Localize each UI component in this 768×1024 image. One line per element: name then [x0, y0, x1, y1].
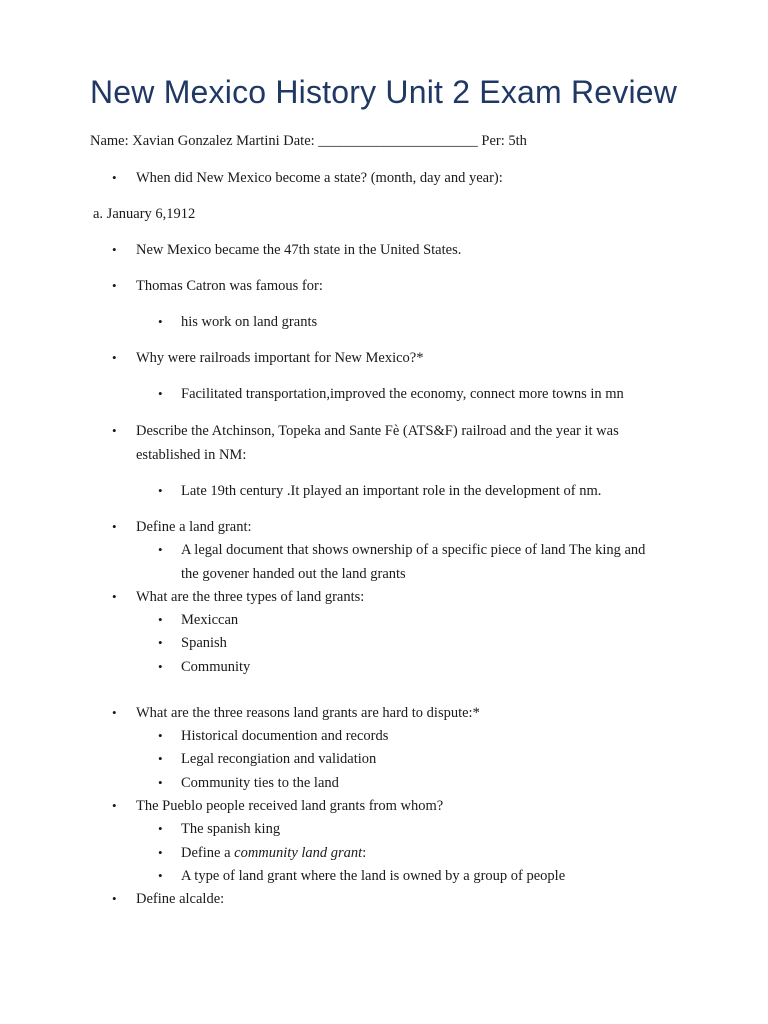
bullet: • — [158, 542, 163, 557]
reason-item: Historical documention and records — [181, 728, 389, 744]
type-item: Spanish — [181, 635, 227, 651]
question-reasons: What are the three reasons land grants are hard to dispute:* — [136, 705, 480, 721]
bullet: • — [158, 659, 163, 674]
header-line: Name: Xavian Gonzalez Martini Date: ______________________ Per: 5th — [90, 133, 527, 149]
answer-statehood: a. January 6,1912 — [93, 206, 196, 222]
reason-item: Community ties to the land — [181, 775, 339, 791]
answer-railroads: Facilitated transportation,improved the economy, connect more towns in mn — [181, 386, 624, 402]
bullet: • — [112, 891, 117, 906]
question-atsf-line1: Describe the Atchinson, Topeka and Sante Fè (ATS&F) railroad and the year it was — [136, 423, 619, 439]
bullet: • — [112, 242, 117, 257]
bullet: • — [158, 612, 163, 627]
fact-47th-state: New Mexico became the 47th state in the United States. — [136, 242, 462, 258]
bullet: • — [112, 589, 117, 604]
question-catron: Thomas Catron was famous for: — [136, 278, 323, 294]
bullet: • — [158, 775, 163, 790]
bullet: • — [158, 483, 163, 498]
answer-community-land-grant: A type of land grant where the land is owned by a group of people — [181, 868, 566, 884]
bullet: • — [158, 845, 163, 860]
reason-item: Legal recongiation and validation — [181, 751, 377, 767]
bullet: • — [158, 728, 163, 743]
answer-atsf: Late 19th century .It played an important role in the development of nm. — [181, 483, 602, 499]
bullet: • — [158, 635, 163, 650]
type-item: Community — [181, 659, 251, 675]
question-pueblo: The Pueblo people received land grants from whom? — [136, 798, 444, 814]
community-land-grant-term: community land grant — [234, 845, 363, 861]
bullet: • — [112, 423, 117, 438]
bullet: • — [158, 751, 163, 766]
question-community-land-grant — [181, 844, 366, 862]
bullet: • — [112, 170, 117, 185]
question-alcalde: Define alcalde: — [136, 891, 225, 907]
bullet: • — [112, 705, 117, 720]
bullet: • — [158, 868, 163, 883]
bullet: • — [112, 798, 117, 813]
question-land-grant: Define a land grant: — [136, 519, 252, 535]
question-community-prefix: Define a — [181, 845, 235, 861]
bullet: • — [112, 350, 117, 365]
bullet: • — [112, 519, 117, 534]
question-community-suffix: : — [362, 845, 367, 861]
bullet: • — [158, 386, 163, 401]
question-statehood: When did New Mexico become a state? (month, day and year): — [136, 170, 503, 186]
answer-land-grant-line1: A legal document that shows ownership of a specific piece of land The king and — [181, 542, 646, 558]
page-title: New Mexico History Unit 2 Exam Review — [90, 74, 678, 110]
question-atsf-line2: established in NM: — [136, 447, 247, 463]
answer-catron: his work on land grants — [181, 314, 318, 330]
question-types: What are the three types of land grants: — [136, 589, 365, 605]
question-railroads: Why were railroads important for New Mexico?* — [136, 350, 424, 366]
bullet: • — [112, 278, 117, 293]
answer-land-grant-line2: the govener handed out the land grants — [181, 566, 406, 582]
answer-pueblo: The spanish king — [181, 821, 281, 837]
bullet: • — [158, 821, 163, 836]
bullet: • — [158, 314, 163, 329]
type-item: Mexiccan — [181, 612, 239, 628]
